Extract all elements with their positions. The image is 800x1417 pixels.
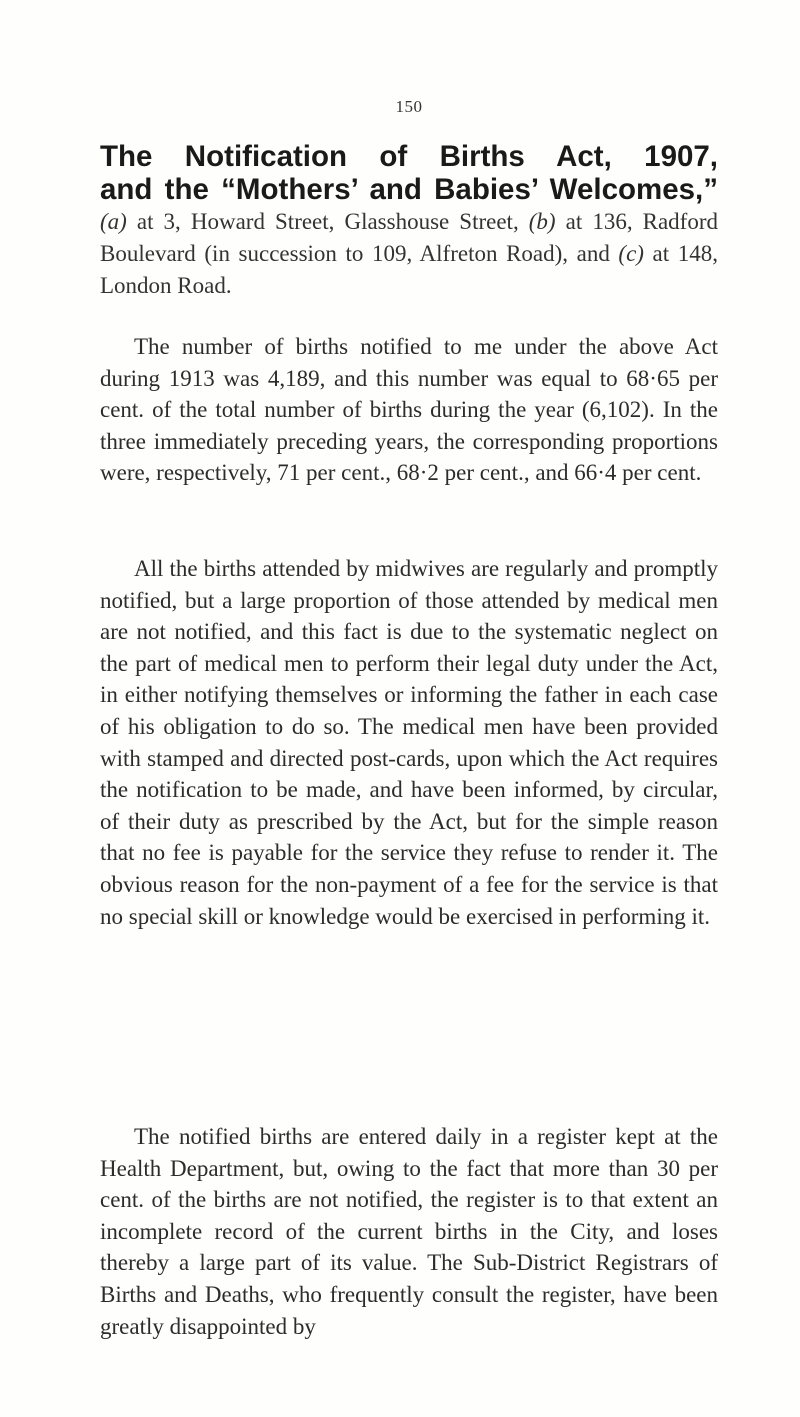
heading-line-1: The Notification of Births Act, 1907,	[100, 140, 718, 173]
subheading-text-a: at 3, Howard Street, Glasshouse Street,	[126, 209, 529, 234]
subheading-label-b: (b)	[528, 209, 556, 234]
subheading-label-a: (a)	[100, 209, 127, 234]
subheading-text-c: at 148, London Road.	[100, 241, 718, 298]
heading-line-2: and the “Mothers’ and Babies’ Welcomes,”	[100, 173, 718, 206]
page-number: 150	[395, 97, 423, 116]
section-heading	[100, 140, 718, 206]
section-subheading	[100, 206, 718, 302]
paragraph-births-notified: The number of births notified to me under the above Act during 1913 was 4,189, and this number was equal to 68·65 per cent. of the total number of births during the year (6,102). In the three immediately preceding years, the corresponding proportions were, respectively, 71 per cent., 68·2 per cent., and 66·4 per cent.	[100, 334, 718, 486]
paragraph-register: The notified births are entered daily in a register kept at the Health Department, but, owing to the fact that more than 30 per cent. of the births are not notified, the register is to that extent an incomplete record of the current births in the City, and loses thereby a large part of its value. The Sub-District Registrars of Births and Deaths, who frequently consult the register, have been greatly disappointed by	[100, 1124, 718, 1339]
paragraph-medical-neglect: All the births attended by midwives are regularly and promptly notified, but a large proportion of those attended by medical men are not notified, and this fact is due to the systematic neglect on the part of medical men to perform their legal duty under the Act, in either notifying themselves or informing the father in each case of his obligation to do so. The medical men have been provided with stamped and directed post-cards, upon which the Act requires the notification to be made, and have been informed, by circular, of their duty as prescribed by the Act, but for the simple reason that no fee is payable for the service they refuse to render it. The obvious reason for the non-payment of a fee for the service is that no special skill or knowledge would be exercised in performing it.	[100, 556, 718, 929]
subheading-text-b: at 136, Radford Boulevard (in succession to 109, Alfreton Road), and	[100, 209, 718, 266]
subheading-label-c: (c)	[618, 241, 644, 266]
